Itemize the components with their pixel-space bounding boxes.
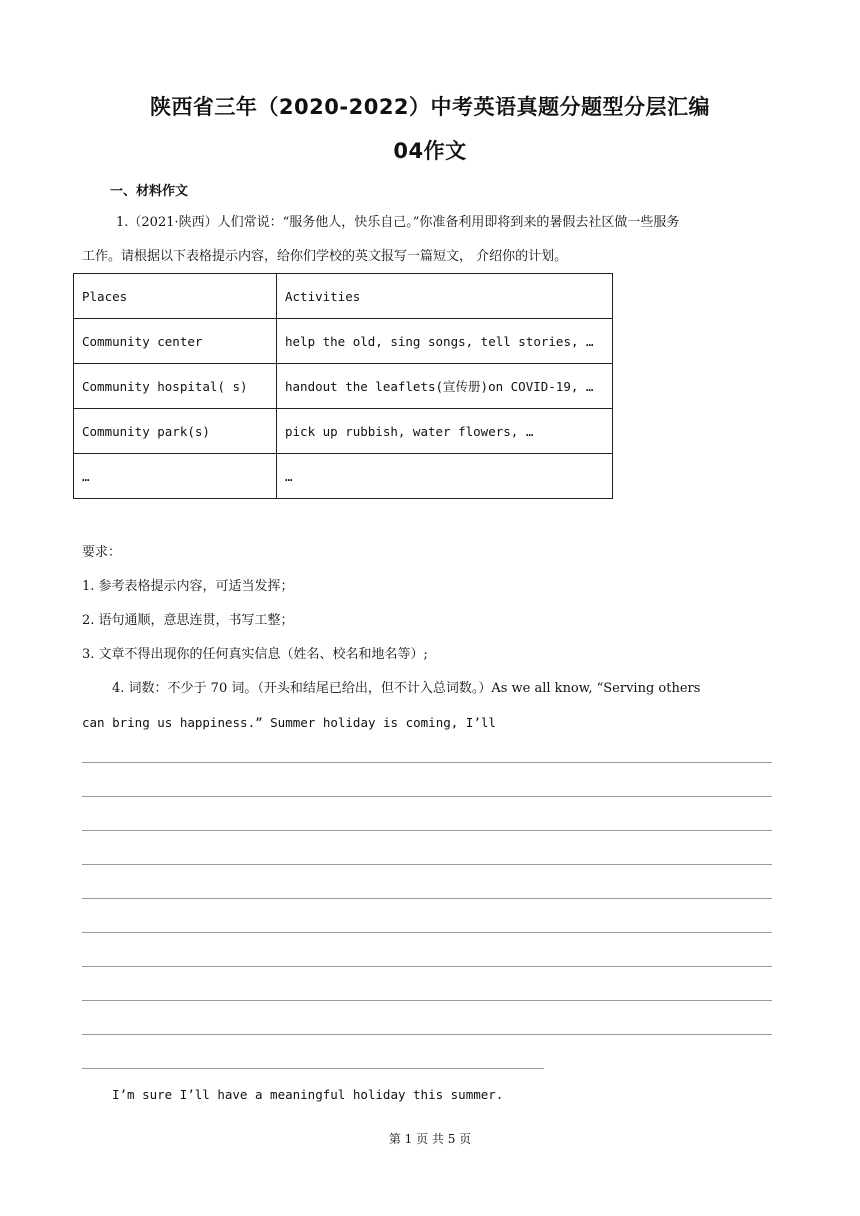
- writing-line: [82, 898, 772, 899]
- page-footer: 第 1 页 共 5 页: [388, 1132, 472, 1146]
- writing-line: [82, 1000, 772, 1001]
- question-prompt-line-1: 1.（2021·陕西）人们常说：“服务他人，快乐自己。”你准备利用即将到来的暑假去社区做一些服务: [116, 215, 680, 230]
- table-header-row: [74, 274, 613, 319]
- requirements-heading: 要求：: [82, 545, 122, 560]
- writing-line: [82, 966, 772, 967]
- table-row: [74, 409, 613, 454]
- document-subtitle: 04作文: [393, 139, 467, 163]
- writing-line: [82, 932, 772, 933]
- writing-line: [82, 864, 772, 865]
- writing-line: [82, 1034, 772, 1035]
- table-row: [74, 319, 613, 364]
- table-header-cell: Activities: [277, 274, 613, 319]
- table-cell-activities: help the old, sing songs, tell stories, …: [277, 319, 613, 364]
- requirement-item: 3. 文章不得出现你的任何真实信息（姓名、校名和地名等）;: [82, 647, 428, 662]
- activities-table: [73, 273, 613, 499]
- requirement-item: 1. 参考表格提示内容，可适当发挥；: [82, 579, 294, 594]
- table-row: [74, 454, 613, 499]
- question-prompt-line-2: 工作。请根据以下表格提示内容，给你们学校的英文报写一篇短文， 介绍你的计划。: [82, 249, 568, 264]
- writing-line: [82, 1068, 544, 1069]
- table-cell-place: …: [74, 454, 277, 499]
- table-cell-activities: …: [277, 454, 613, 499]
- table-cell-place: Community park(s): [74, 409, 277, 454]
- essay-closing-sentence: I’m sure I’ll have a meaningful holiday this summer.: [112, 1087, 504, 1102]
- table-header-cell: Places: [74, 274, 277, 319]
- table-row: [74, 364, 613, 409]
- table-cell-activities: handout the leaflets(宣传册)on COVID-19, …: [277, 364, 613, 409]
- writing-line: [82, 830, 772, 831]
- requirement-item: 2. 语句通顺，意思连贯，书写工整；: [82, 613, 294, 628]
- writing-line: [82, 762, 772, 763]
- document-title: 陕西省三年（2020-2022）中考英语真题分题型分层汇编: [149, 95, 711, 119]
- table-cell-place: Community center: [74, 319, 277, 364]
- essay-opening-sentence: can bring us happiness.” Summer holiday is coming, I’ll: [82, 715, 496, 730]
- table-cell-activities: pick up rubbish, water flowers, …: [277, 409, 613, 454]
- table-cell-place: Community hospital( s): [74, 364, 277, 409]
- writing-line: [82, 796, 772, 797]
- section-heading: 一、材料作文: [110, 184, 189, 199]
- requirement-item: 4. 词数：不少于 70 词。（开头和结尾已给出，但不计入总词数。）As we all know, “Serving others: [112, 681, 701, 696]
